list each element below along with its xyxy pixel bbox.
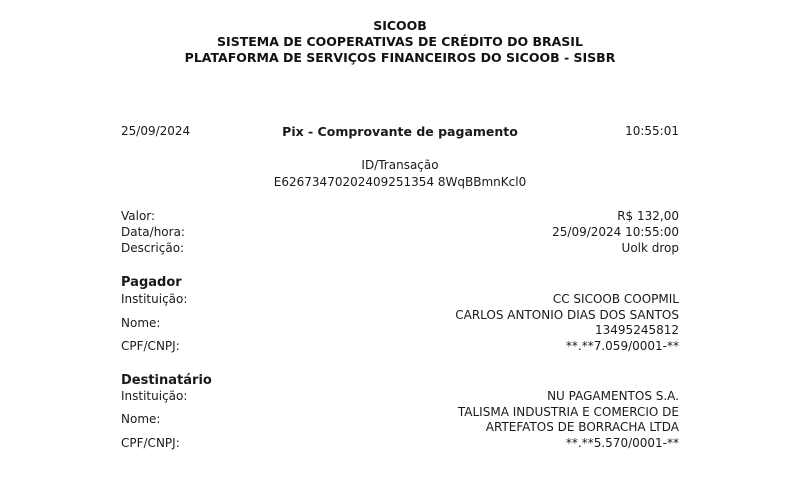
descricao-value: Uolk drop bbox=[621, 241, 679, 255]
destinatario-instituicao-label: Instituição: bbox=[121, 389, 188, 403]
transaction-id-value: E62673470202409251354 8WqBBmnKcl0 bbox=[273, 175, 527, 189]
descricao-label: Descrição: bbox=[121, 241, 185, 255]
pagador-nome-value-line2: 13495245812 bbox=[595, 323, 679, 337]
datahora-label: Data/hora: bbox=[121, 225, 185, 239]
destinatario-nome-value-line1: TALISMA INDUSTRIA E COMERCIO DE bbox=[457, 405, 679, 419]
destinatario-instituicao-value: NU PAGAMENTOS S.A. bbox=[547, 389, 679, 403]
pagador-instituicao-label: Instituição: bbox=[121, 292, 188, 306]
pagador-nome-value-line1: CARLOS ANTONIO DIAS DOS SANTOS bbox=[455, 308, 679, 322]
receipt-date: 25/09/2024 bbox=[121, 124, 191, 138]
pagador-section-title: Pagador bbox=[121, 275, 182, 290]
valor-value: R$ 132,00 bbox=[617, 209, 679, 223]
valor-label: Valor: bbox=[121, 209, 156, 223]
destinatario-nome-label: Nome: bbox=[121, 412, 161, 426]
pagador-nome-label: Nome: bbox=[121, 316, 161, 330]
pagador-cpf-label: CPF/CNPJ: bbox=[121, 339, 180, 353]
receipt-title: Pix - Comprovante de pagamento bbox=[282, 124, 518, 139]
receipt-time: 10:55:01 bbox=[625, 124, 679, 138]
pagador-cpf-value: **.**7.059/0001-** bbox=[565, 339, 679, 353]
destinatario-nome-value-line2: ARTEFATOS DE BORRACHA LTDA bbox=[485, 420, 679, 434]
transaction-id-label: ID/Transação bbox=[361, 158, 439, 172]
pagador-instituicao-value: CC SICOOB COOPMIL bbox=[552, 292, 679, 306]
header-system-name: SISTEMA DE COOPERATIVAS DE CRÉDITO DO BRASIL bbox=[217, 34, 583, 49]
header-platform-name: PLATAFORMA DE SERVIÇOS FINANCEIROS DO SICOOB - SISBR bbox=[184, 50, 616, 65]
destinatario-section-title: Destinatário bbox=[121, 373, 212, 388]
header-bank-name: SICOOB bbox=[373, 18, 427, 33]
destinatario-cpf-label: CPF/CNPJ: bbox=[121, 436, 180, 450]
datahora-value: 25/09/2024 10:55:00 bbox=[552, 225, 679, 239]
document-header bbox=[0, 18, 800, 66]
destinatario-cpf-value: **.**5.570/0001-** bbox=[565, 436, 679, 450]
